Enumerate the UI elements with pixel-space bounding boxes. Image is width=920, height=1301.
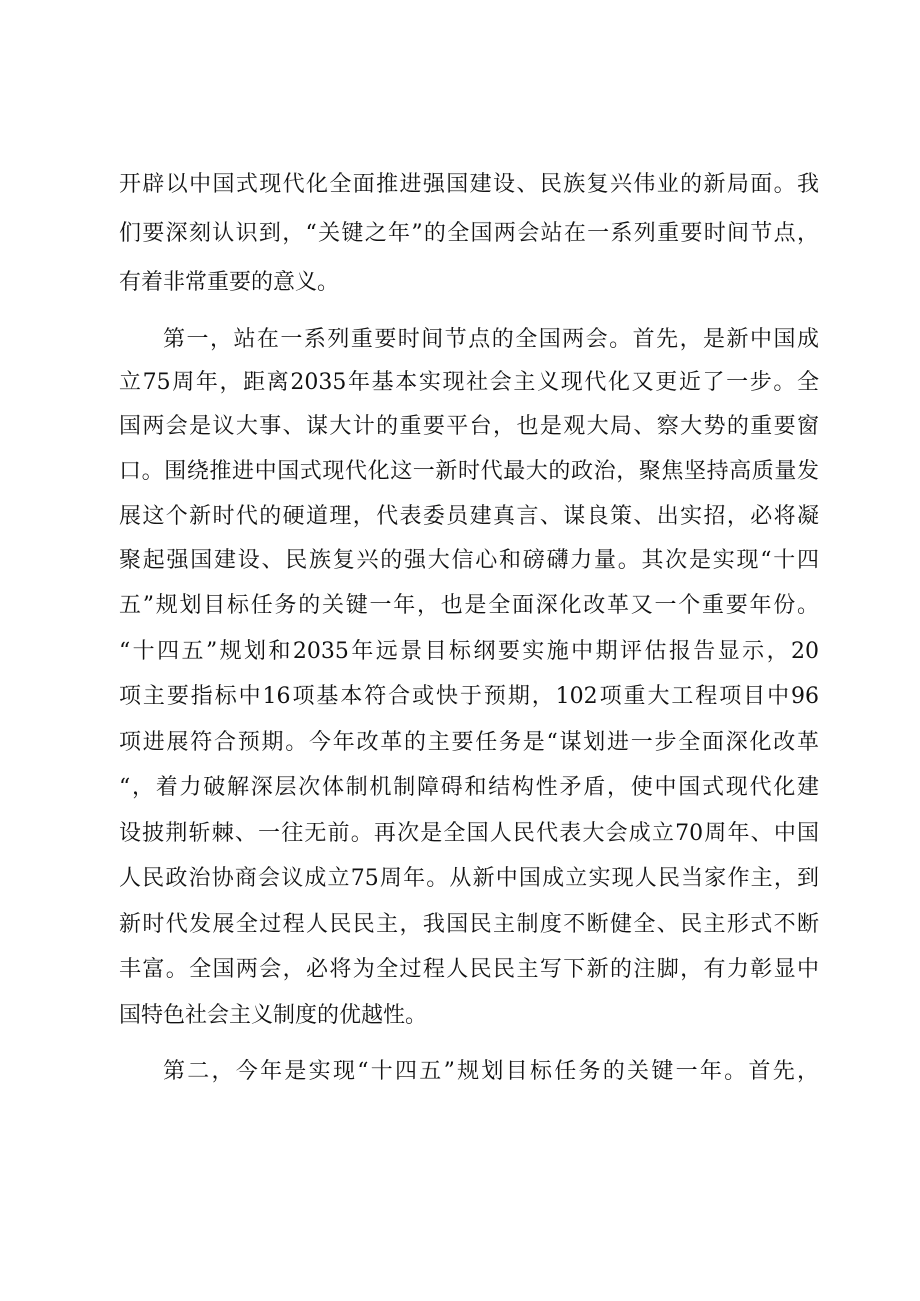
text-line: 立75周年，距离2035年基本实现社会主义现代化又更近了一步。全	[119, 370, 819, 395]
text-line: 有着非常重要的意义。	[119, 270, 340, 295]
text-line: 新时代发展全过程人民民主，我国民主制度不断健全、民主形式不断	[119, 912, 819, 937]
text-line: 第一，站在一系列重要时间节点的全国两会。首先，是新中国成	[163, 327, 819, 352]
text-line: 聚起强国建设、民族复兴的强大信心和磅礴力量。其次是实现“十四	[119, 548, 819, 573]
text-line: 丰富。全国两会，必将为全过程人民民主写下新的注脚，有力彰显中	[119, 957, 819, 982]
text-line: 五”规划目标任务的关键一年，也是全面深化改革又一个重要年份。	[119, 593, 819, 618]
text-line: 人民政治协商会议成立75周年。从新中国成立实现人民当家作主，到	[119, 866, 819, 891]
text-line: 项进展符合预期。今年改革的主要任务是“谋划进一步全面深化改革	[119, 730, 819, 755]
text-line: 设披荆斩棘、一往无前。再次是全国人民代表大会成立70周年、中国	[119, 821, 819, 846]
text-line: 第二，今年是实现“十四五”规划目标任务的关键一年。首先，	[163, 1059, 819, 1084]
text-line: 国两会是议大事、谋大计的重要平台，也是观大局、察大势的重要窗	[119, 414, 819, 439]
text-line: 们要深刻认识到，“关键之年”的全国两会站在一系列重要时间节点，	[119, 221, 819, 246]
text-line: 展这个新时代的硬道理，代表委员建真言、谋良策、出实招，必将凝	[119, 504, 819, 529]
text-line: 项主要指标中16项基本符合或快于预期，102项重大工程项目中96	[119, 684, 819, 709]
text-line: “十四五”规划和2035年远景目标纲要实施中期评估报告显示，20	[119, 639, 819, 664]
text-line: 国特色社会主义制度的优越性。	[119, 1003, 428, 1028]
text-line: 口。围绕推进中国式现代化这一新时代最大的政治，聚焦坚持高质量发	[119, 459, 819, 484]
text-line: “，着力破解深层次体制机制障碍和结构性矛盾，使中国式现代化建	[119, 775, 819, 800]
text-line: 开辟以中国式现代化全面推进强国建设、民族复兴伟业的新局面。我	[119, 172, 819, 197]
